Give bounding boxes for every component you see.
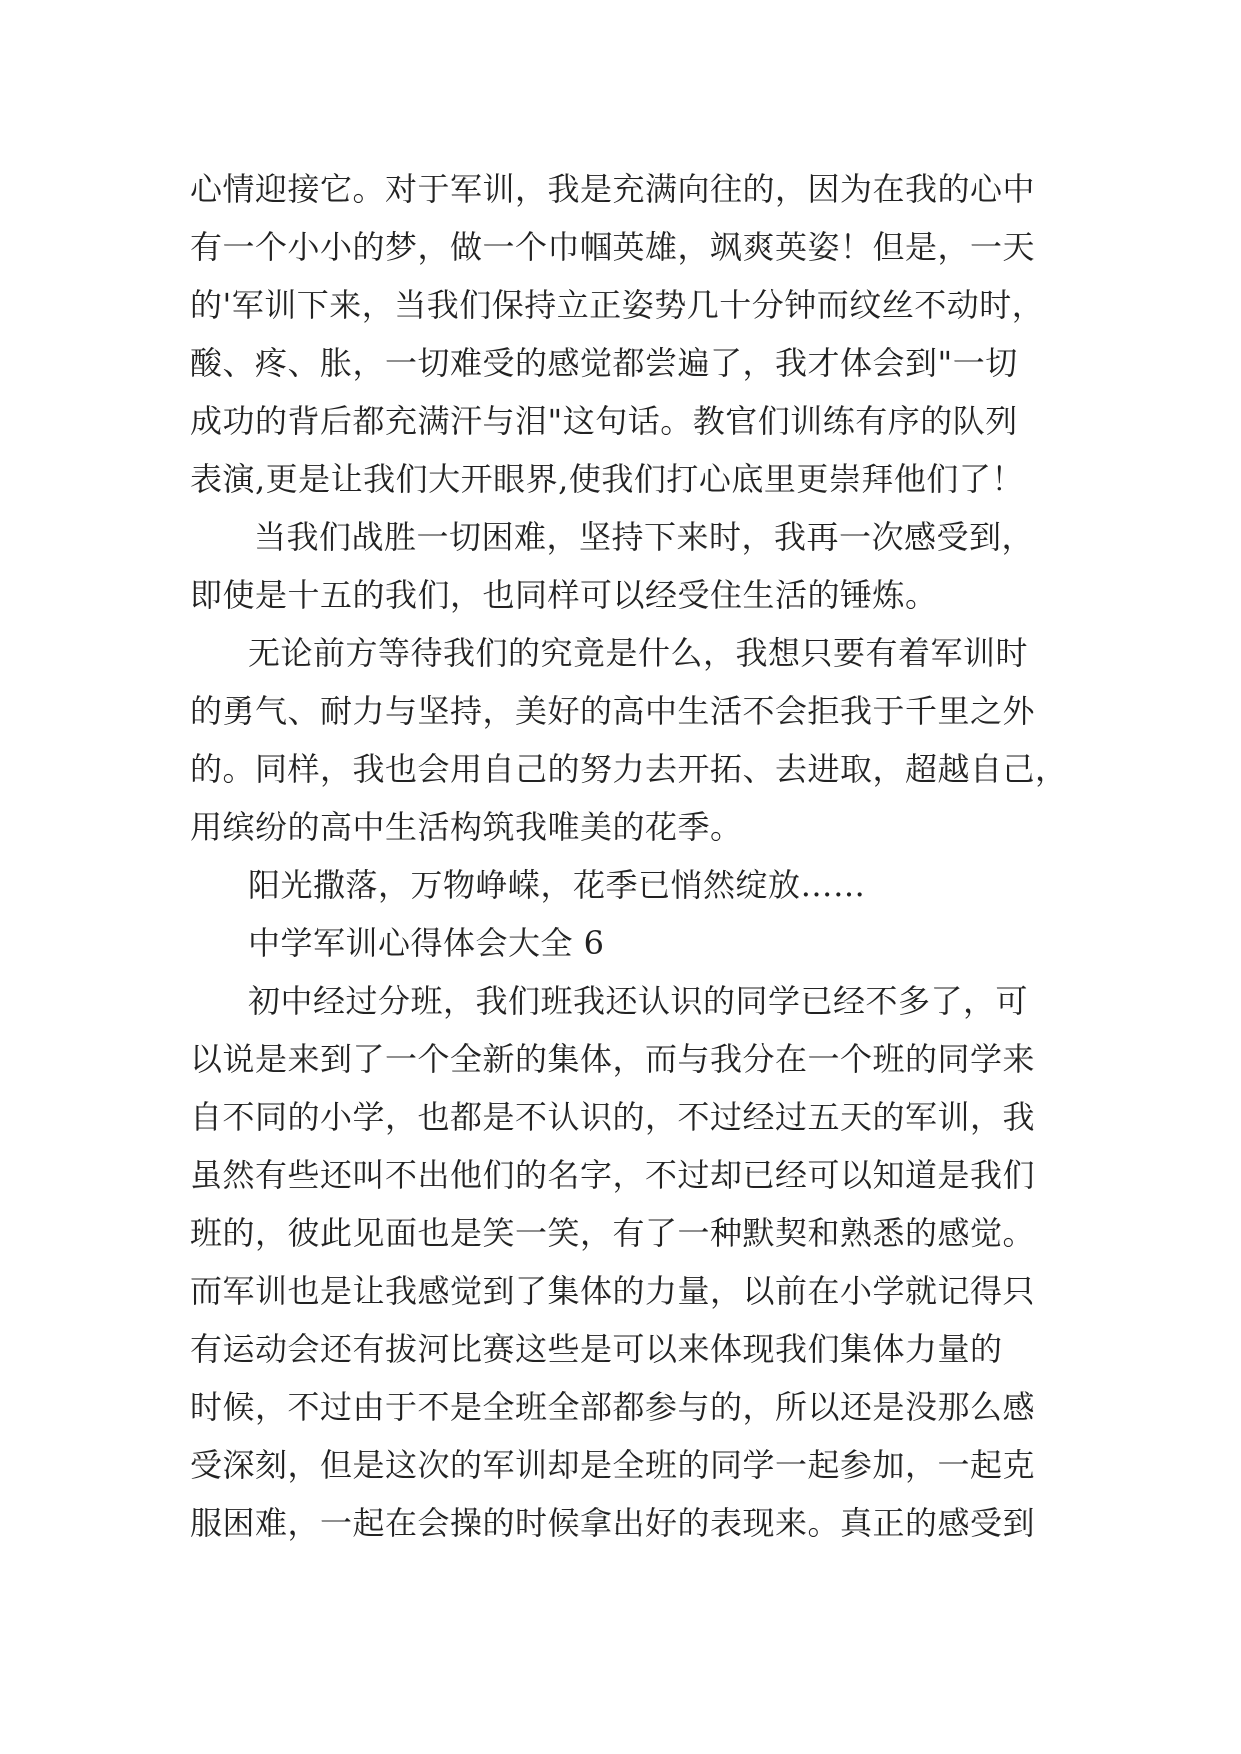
text-line: 受深刻，但是这次的军训却是全班的同学一起参加，一起克 xyxy=(190,1446,1036,1484)
text-line: 而军训也是让我感觉到了集体的力量，以前在小学就记得只 xyxy=(190,1272,1036,1310)
text-line: 成功的背后都充满汗与泪"这句话。教官们训练有序的队列 xyxy=(190,402,1018,440)
text-line: 虽然有些还叫不出他们的名字，不过却已经可以知道是我们 xyxy=(190,1156,1036,1194)
text-line: 用缤纷的高中生活构筑我唯美的花季。 xyxy=(190,808,743,846)
text-line: 服困难，一起在会操的时候拿出好的表现来。真正的感受到 xyxy=(190,1504,1036,1542)
text-line: 即使是十五的我们，也同样可以经受住生活的锤炼。 xyxy=(190,576,938,614)
text-line: 时候，不过由于不是全班全部都参与的，所以还是没那么感 xyxy=(190,1388,1036,1426)
document-body xyxy=(190,160,1070,1552)
text-line: 有运动会还有拔河比赛这些是可以来体现我们集体力量的 xyxy=(190,1330,1003,1368)
text-line: 有一个小小的梦，做一个巾帼英雄，飒爽英姿！但是，一天 xyxy=(190,228,1036,266)
paragraph-start-line: 阳光撒落，万物峥嵘，花季已悄然绽放…… xyxy=(248,866,866,904)
paragraph-start-line: 初中经过分班，我们班我还认识的同学已经不多了，可 xyxy=(248,982,1029,1020)
text-line: 的。同样，我也会用自己的努力去开拓、去进取，超越自己， xyxy=(190,750,1068,788)
text-line: 的'军训下来，当我们保持立正姿势几十分钟而纹丝不动时， xyxy=(190,286,1045,324)
text-line: 酸、疼、胀，一切难受的感觉都尝遍了，我才体会到"一切 xyxy=(190,344,1018,382)
section-heading: 中学军训心得体会大全 6 xyxy=(248,924,605,962)
text-line: 表演,更是让我们大开眼界,使我们打心底里更崇拜他们了！ xyxy=(190,460,1024,498)
text-line: 班的，彼此见面也是笑一笑，有了一种默契和熟悉的感觉。 xyxy=(190,1214,1036,1252)
text-line: 自不同的小学，也都是不认识的，不过经过五天的军训，我 xyxy=(190,1098,1036,1136)
paragraph-start-line: 当我们战胜一切困难，坚持下来时，我再一次感受到， xyxy=(254,518,1035,556)
paragraph-start-line: 无论前方等待我们的究竟是什么，我想只要有着军训时 xyxy=(248,634,1029,672)
text-line: 以说是来到了一个全新的集体，而与我分在一个班的同学来 xyxy=(190,1040,1036,1078)
text-line: 的勇气、耐力与坚持，美好的高中生活不会拒我于千里之外 xyxy=(190,692,1036,730)
text-line: 心情迎接它。对于军训，我是充满向往的，因为在我的心中 xyxy=(190,170,1036,208)
